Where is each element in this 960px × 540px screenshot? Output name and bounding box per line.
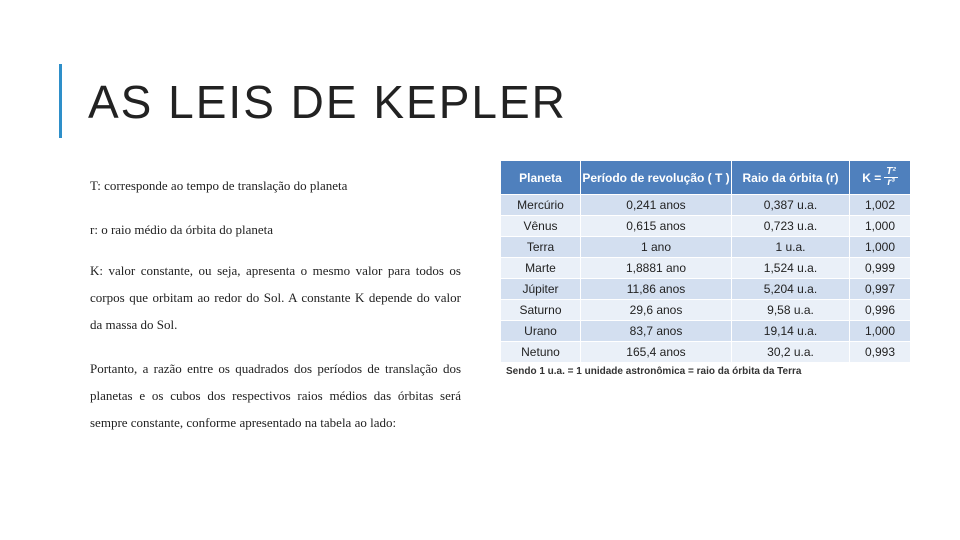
table-header-row (501, 161, 911, 195)
cell-radius: 1 u.a. (732, 237, 850, 258)
table-row (501, 342, 911, 363)
header-k (850, 161, 911, 195)
kepler-table-image (500, 160, 910, 377)
k-denominator: r³ (887, 177, 895, 188)
cell-period: 83,7 anos (581, 321, 732, 342)
table-row (501, 300, 911, 321)
table-footnote: Sendo 1 u.a. = 1 unidade astronômica = raio da órbita da Terra (506, 366, 802, 377)
paragraph-conclusion: Portanto, a razão entre os quadrados dos períodos de translação dos planetas e os cubos dos respectivos raios médios das órbitas será sempre constante, conforme apresentado na tabela ao lado: (90, 361, 461, 430)
cell-k: 0,993 (850, 342, 911, 363)
cell-period: 11,86 anos (581, 279, 732, 300)
cell-k: 1,000 (850, 321, 911, 342)
cell-radius: 19,14 u.a. (732, 321, 850, 342)
table-row (501, 216, 911, 237)
cell-k: 1,000 (850, 216, 911, 237)
cell-radius: 5,204 u.a. (732, 279, 850, 300)
body-text (90, 172, 461, 436)
cell-period: 165,4 anos (581, 342, 732, 363)
table-row (501, 195, 911, 216)
paragraph-t-definition: T: corresponde ao tempo de translação do planeta (90, 178, 348, 193)
cell-planet: Terra (501, 237, 581, 258)
cell-planet: Mercúrio (501, 195, 581, 216)
cell-period: 1 ano (581, 237, 732, 258)
table-row (501, 258, 911, 279)
slide-title: AS LEIS DE KEPLER (88, 76, 567, 128)
cell-k: 0,996 (850, 300, 911, 321)
cell-radius: 1,524 u.a. (732, 258, 850, 279)
cell-planet: Saturno (501, 300, 581, 321)
kepler-data-table (500, 160, 911, 363)
table-row (501, 321, 911, 342)
header-periodo: Período de revolução ( T ) (581, 161, 732, 195)
cell-k: 1,002 (850, 195, 911, 216)
cell-k: 0,999 (850, 258, 911, 279)
cell-radius: 0,387 u.a. (732, 195, 850, 216)
paragraph-r-definition: r: o raio médio da órbita do planeta (90, 222, 274, 237)
cell-period: 0,615 anos (581, 216, 732, 237)
paragraph-k-definition: K: valor constante, ou seja, apresenta o mesmo valor para todos os corpos que orbitam ao redor do Sol. A constante K depende do valor da massa do Sol. (90, 263, 461, 332)
table-row (501, 237, 911, 258)
cell-k: 0,997 (850, 279, 911, 300)
cell-planet: Netuno (501, 342, 581, 363)
cell-planet: Vênus (501, 216, 581, 237)
cell-k: 1,000 (850, 237, 911, 258)
k-fraction (884, 167, 897, 188)
cell-planet: Júpiter (501, 279, 581, 300)
cell-radius: 30,2 u.a. (732, 342, 850, 363)
cell-period: 29,6 anos (581, 300, 732, 321)
cell-planet: Marte (501, 258, 581, 279)
k-numerator: T² (886, 166, 896, 177)
table-row (501, 279, 911, 300)
header-planeta: Planeta (501, 161, 581, 195)
title-accent-bar (59, 64, 62, 138)
cell-period: 1,8881 ano (581, 258, 732, 279)
k-formula-label: K = (862, 170, 882, 185)
cell-radius: 0,723 u.a. (732, 216, 850, 237)
cell-period: 0,241 anos (581, 195, 732, 216)
cell-planet: Urano (501, 321, 581, 342)
cell-radius: 9,58 u.a. (732, 300, 850, 321)
header-raio: Raio da órbita (r) (732, 161, 850, 195)
